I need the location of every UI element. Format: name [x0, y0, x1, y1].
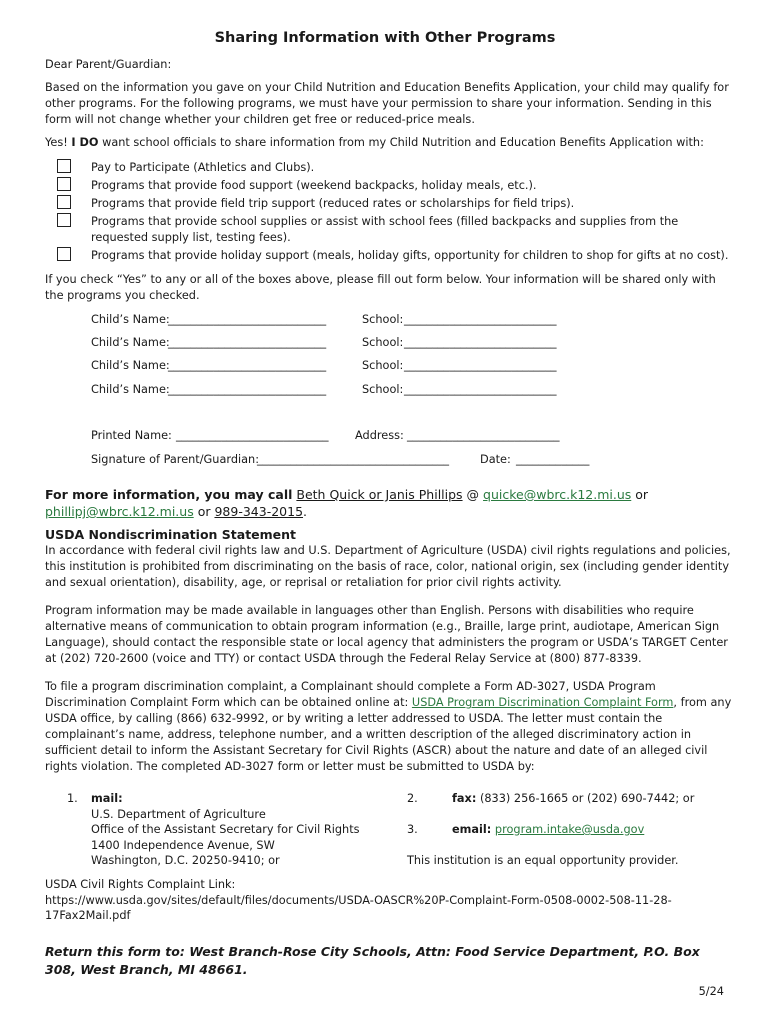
consent-yes: Yes! [45, 136, 68, 149]
usda-heading: USDA Nondiscrimination Statement [45, 527, 297, 542]
child-name-label-2: Child’s Name: [91, 336, 170, 349]
contact-info [45, 486, 735, 520]
fax-line [452, 791, 694, 807]
intro-paragraph: Based on the information you gave on your Child Nutrition and Education Benefits Application, your child may qualify for other programs. For the following programs, we must have your permission to share your information. Sending in this form will not change whether your children get free or reduced-price meals. [45, 81, 729, 126]
option-school-supplies: Programs that provide school supplies or assist with school fees (filled backpacks and supplies from the requested supply list, testing fees). [91, 215, 679, 244]
email-link-phillips[interactable]: phillipj@wbrc.k12.mi.us [45, 504, 194, 519]
email-number: 3. [407, 823, 418, 836]
return-instructions [45, 943, 725, 979]
contact-at: @ [466, 487, 480, 502]
child-name-label-1: Child’s Name: [91, 313, 170, 326]
address-label: Address: [355, 429, 404, 442]
checkbox-food-support[interactable] [57, 177, 71, 191]
mail-line-1: U.S. Department of Agriculture [91, 808, 266, 821]
school-label-3: School: [362, 359, 404, 372]
complaint-link-label: USDA Civil Rights Complaint Link: [45, 878, 236, 891]
email-link-quick[interactable]: quicke@wbrc.k12.mi.us [483, 487, 632, 502]
mail-line-3: 1400 Independence Avenue, SW [91, 839, 275, 852]
printed-name-label: Printed Name: [91, 429, 172, 442]
checkbox-pay-to-participate[interactable] [57, 159, 71, 173]
school-label-4: School: [362, 383, 404, 396]
option-field-trip: Programs that provide field trip support (reduced rates or scholarships for field trips). [91, 197, 575, 210]
address-field[interactable]: ___________________________ [407, 429, 560, 442]
instructions-paragraph: If you check “Yes” to any or all of the boxes above, please fill out form below. Your information will be shared only with the programs you checked. [45, 273, 716, 302]
school-field-1[interactable]: ___________________________ [404, 313, 557, 326]
consent-text: want school officials to share information from my Child Nutrition and Education Benefits Application with: [102, 136, 704, 149]
usda-paragraph-1: In accordance with federal civil rights law and U.S. Department of Agriculture (USDA) civil rights regulations and policies, this institution is prohibited from discriminating on the basis of race, color, national origin, sex (including gender identity and sexual orientation), disability, age, or reprisal or retaliation for prior civil rights activity. [45, 544, 731, 589]
child-name-field-4[interactable]: ____________________________ [168, 383, 327, 396]
option-holiday-support: Programs that provide holiday support (meals, holiday gifts, opportunity for children to shop for gifts at no cost). [91, 249, 729, 262]
child-name-field-1[interactable]: ____________________________ [168, 313, 327, 326]
email-line [452, 822, 644, 838]
contact-or-1: or [635, 487, 649, 502]
consent-statement [45, 135, 735, 151]
date-field[interactable]: _____________ [516, 453, 590, 466]
fax-number: 2. [407, 792, 418, 805]
usda-email-link[interactable]: program.intake@usda.gov [494, 823, 645, 836]
return-label: Return this form to: [45, 944, 185, 959]
school-field-4[interactable]: ___________________________ [404, 383, 557, 396]
page-number: 5/24 [698, 985, 724, 998]
child-name-label-4: Child’s Name: [91, 383, 170, 396]
school-label-1: School: [362, 313, 404, 326]
mail-line-4: Washington, D.C. 20250-9410; or [91, 854, 280, 867]
usda-p3-before: To file a program discrimination complaint, a Complainant should complete a Form AD-3027, USDA Program Discrimination Complaint Form which can be obtained online at: [45, 680, 656, 709]
contact-names: Beth Quick or Janis Phillips [296, 487, 463, 502]
contact-lead: For more information, you may call [45, 487, 293, 502]
mail-label: mail: [91, 792, 123, 805]
printed-name-field[interactable]: ___________________________ [176, 429, 329, 442]
signature-field[interactable]: __________________________________ [257, 453, 450, 466]
school-field-3[interactable]: ___________________________ [404, 359, 557, 372]
contact-phone: 989-343-2015 [214, 504, 304, 519]
consent-ido: I DO [71, 136, 99, 149]
page-title: Sharing Information with Other Programs [214, 30, 556, 46]
usda-p3-after: , from any USDA office, by calling (866) 632-9992, or by writing a letter addressed to USDA. The letter must contain the complainant’s name, address, telephone number, and a written description of the alleged discriminatory action in sufficient detail to inform the Assistant Secretary for Civil Rights (ASCR) about the nature and date of an alleged civil rights violation. The completed AD-3027 form or letter must be submitted to USDA by: [45, 696, 732, 773]
mail-number: 1. [67, 792, 78, 805]
option-food-support: Programs that provide food support (weekend backpacks, holiday meals, etc.). [91, 179, 537, 192]
date-label: Date: [480, 453, 511, 466]
fax-label: fax: [452, 792, 477, 805]
checkbox-holiday-support[interactable] [57, 247, 71, 261]
school-label-2: School: [362, 336, 404, 349]
return-address: West Branch-Rose City Schools, Attn: Food Service Department, P.O. Box 308, West Branch, MI 48661. [45, 944, 700, 977]
email-label: email: [452, 823, 492, 836]
complaint-url-line-1[interactable]: https://www.usda.gov/sites/default/files/documents/USDA-OASCR%20P-Complaint-Form-0508-0002-508-11-28- [45, 894, 672, 907]
contact-period: . [303, 504, 308, 519]
fax-text: (833) 256-1665 or (202) 690-7442; or [479, 792, 695, 805]
greeting: Dear Parent/Guardian: [45, 58, 172, 71]
contact-or-2: or [197, 504, 211, 519]
complaint-url-line-2[interactable]: 17Fax2Mail.pdf [45, 909, 131, 922]
option-pay-to-participate: Pay to Participate (Athletics and Clubs). [91, 161, 315, 174]
checkbox-field-trip[interactable] [57, 195, 71, 209]
equal-opportunity: This institution is an equal opportunity provider. [407, 854, 679, 867]
usda-paragraph-2: Program information may be made available in languages other than English. Persons with disabilities who require alternative means of communication to obtain program information (e.g., Braille, large print, audiotape, American Sign Language), should contact the responsible state or local agency that administers the program or USDA’s TARGET Center at (202) 720-2600 (voice and TTY) or contact USDA through the Federal Relay Service at (800) 877-8339. [45, 604, 728, 665]
child-name-field-2[interactable]: ____________________________ [168, 336, 327, 349]
child-name-label-3: Child’s Name: [91, 359, 170, 372]
checkbox-school-supplies[interactable] [57, 213, 71, 227]
signature-label: Signature of Parent/Guardian: [91, 453, 260, 466]
mail-line-2: Office of the Assistant Secretary for Civil Rights [91, 823, 360, 836]
child-name-field-3[interactable]: ____________________________ [168, 359, 327, 372]
complaint-form-link[interactable]: USDA Program Discrimination Complaint Form [411, 696, 674, 709]
school-field-2[interactable]: ___________________________ [404, 336, 557, 349]
usda-paragraph-3 [45, 679, 735, 775]
